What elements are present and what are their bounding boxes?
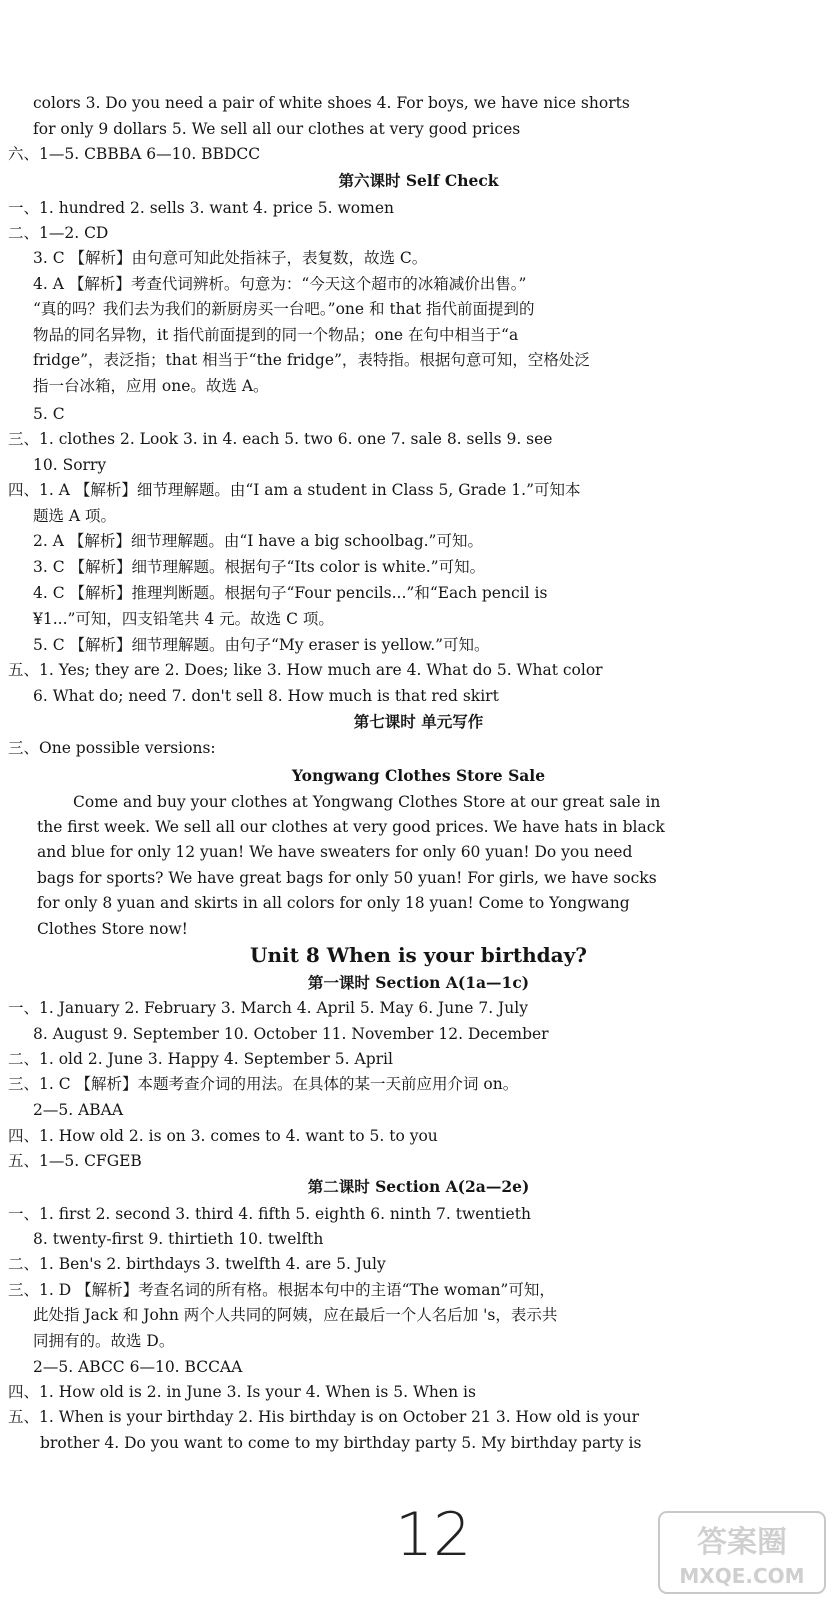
watermark-bottom: MXQE.COM (679, 1564, 805, 1588)
text-line: 8. August 9. September 10. October 11. November 12. December (33, 1025, 549, 1043)
text-line: for only 9 dollars 5. We sell all our clothes at very good prices (33, 120, 521, 138)
text-line: fridge”，表泛指；that 相当于“the fridge”，表特指。根据句意可知，空格处泛 (33, 351, 590, 369)
text-line: the first week. We sell all our clothes at very good prices. We have hats in black (37, 818, 665, 836)
text-line: 2—5. ABAA (33, 1101, 124, 1119)
text-line: bags for sports? We have great bags for only 50 yuan! For girls, we have socks (37, 869, 657, 887)
page-number: 12 (395, 1500, 472, 1570)
text-line: 3. C 【解析】由句意可知此处指袜子，表复数，故选 C。 (33, 249, 428, 267)
text-line: 六、1—5. CBBBA 6—10. BBDCC (8, 145, 261, 163)
text-line: 三、1. C 【解析】本题考查介词的用法。在具体的某一天前应用介词 on。 (8, 1075, 519, 1093)
text-line: 一、1. first 2. second 3. third 4. fifth 5. eighth 6. ninth 7. twentieth (8, 1205, 531, 1223)
text-line: 题选 A 项。 (33, 507, 117, 525)
watermark-logo (657, 1510, 827, 1595)
text-line: 五、1. When is your birthday 2. His birthday is on October 21 3. How old is your (8, 1408, 640, 1426)
text-line: colors 3. Do you need a pair of white shoes 4. For boys, we have nice shorts (33, 94, 630, 112)
text-line: 10. Sorry (33, 456, 107, 474)
text-line: 三、One possible versions: (8, 739, 216, 757)
text-line: and blue for only 12 yuan! We have sweaters for only 60 yuan! Do you need (37, 843, 633, 861)
text-line: 3. C 【解析】细节理解题。根据句子“Its color is white.”可知。 (33, 558, 486, 576)
text-line: 物品的同名异物，it 指代前面提到的同一个物品；one 在句中相当于“a (33, 326, 519, 344)
text-line: 2—5. ABCC 6—10. BCCAA (33, 1358, 243, 1376)
text-line: 指一台冰箱，应用 one。故选 A。 (33, 377, 269, 395)
section-heading: 第一课时 Section A(1a—1c) (307, 973, 530, 992)
text-line: 4. A 【解析】考查代词辨析。句意为：“今天这个超市的冰箱减价出售。” (33, 275, 527, 293)
section-heading: 第六课时 Self Check (338, 171, 499, 190)
essay-title: Yongwang Clothes Store Sale (291, 766, 546, 785)
text-line: “真的吗？我们去为我们的新厨房买一台吧。”one 和 that 指代前面提到的 (33, 300, 535, 318)
text-line: 5. C 【解析】细节理解题。由句子“My eraser is yellow.”可知。 (33, 636, 490, 654)
text-line: 四、1. How old is 2. in June 3. Is your 4. When is 5. When is (8, 1383, 476, 1401)
text-line: Clothes Store now! (37, 920, 188, 938)
text-line: 二、1—2. CD (8, 224, 109, 242)
text-line: for only 8 yuan and skirts in all colors for only 18 yuan! Come to Yongwang (37, 894, 630, 912)
text-line: 三、1. clothes 2. Look 3. in 4. each 5. two 6. one 7. sale 8. sells 9. see (8, 430, 553, 448)
text-line: 三、1. D 【解析】考查名词的所有格。根据本句中的主语“The woman”可知， (8, 1281, 555, 1299)
text-line: 6. What do; need 7. don't sell 8. How much is that red skirt (33, 687, 499, 705)
text-line: 五、1. Yes; they are 2. Does; like 3. How much are 4. What do 5. What color (8, 661, 603, 679)
text-line: 5. C (33, 405, 65, 423)
text-line: 此处指 Jack 和 John 两个人共同的阿姨，应在最后一个人名后加 's，表示共 (33, 1306, 558, 1324)
text-line: 同拥有的。故选 D。 (33, 1332, 175, 1350)
text-line: ¥1...”可知，四支铅笔共 4 元。故选 C 项。 (33, 610, 334, 628)
text-line: 五、1—5. CFGEB (8, 1152, 142, 1170)
section-heading: 第二课时 Section A(2a—2e) (307, 1177, 530, 1196)
watermark-top: 答案圈 (697, 1525, 787, 1560)
text-line: 一、1. hundred 2. sells 3. want 4. price 5. women (8, 199, 394, 217)
text-line: 二、1. old 2. June 3. Happy 4. September 5. April (8, 1050, 393, 1068)
text-line: 8. twenty-first 9. thirtieth 10. twelfth (33, 1230, 324, 1248)
text-line: 四、1. How old 2. is on 3. comes to 4. want to 5. to you (8, 1127, 438, 1145)
text-line: 四、1. A 【解析】细节理解题。由“I am a student in Class 5, Grade 1.”可知本 (8, 481, 581, 499)
text-line: 4. C 【解析】推理判断题。根据句子“Four pencils...”和“Each pencil is (33, 584, 548, 602)
text-line: brother 4. Do you want to come to my birthday party 5. My birthday party is (40, 1434, 642, 1452)
text-line: 二、1. Ben's 2. birthdays 3. twelfth 4. are 5. July (8, 1255, 386, 1273)
text-line: Come and buy your clothes at Yongwang Clothes Store at our great sale in (73, 793, 661, 811)
text-line: 2. A 【解析】细节理解题。由“I have a big schoolbag.”可知。 (33, 532, 483, 550)
section-heading: 第七课时 单元写作 (353, 712, 484, 731)
text-line: 一、1. January 2. February 3. March 4. April 5. May 6. June 7. July (8, 999, 528, 1017)
unit-title: Unit 8 When is your birthday? (250, 943, 587, 967)
